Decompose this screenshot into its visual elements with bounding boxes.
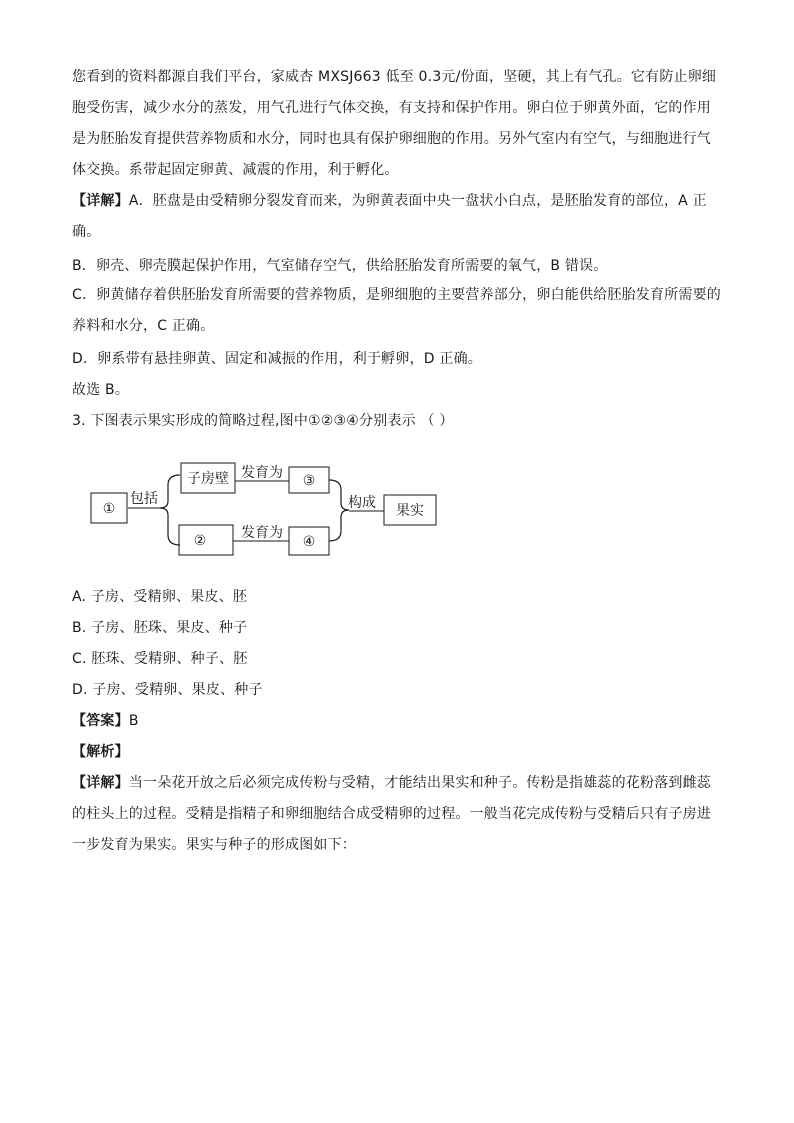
left-brace (160, 475, 180, 545)
answer-line (72, 711, 139, 731)
detail-2-text: 当一朵花开放之后必须完成传粉与受精，才能结出果实和种子。传粉是指雄蕊的花粉落到雌蕊的柱头上的过程。受精是指精子和卵细胞结合成受精卵的过程。一般当花完成传粉与受精后只有子房进一步发育为果实。果实与种子的形成图如下： (72, 775, 712, 853)
answer-value: B (128, 713, 139, 729)
question-3: 3. 下图表示果实形成的简略过程,图中①②③④分别表示 （ ） (72, 413, 454, 429)
detail-c: C．卵黄储存着供胚胎发育所需要的营养物质，是卵细胞的主要营养部分，卵白能供给胚胎发育所需要的养料和水分，C 正确。 (72, 287, 721, 334)
include-label: 包括 (130, 491, 158, 507)
ovary-wall-label: 子房壁 (187, 471, 229, 487)
box-3-label: ③ (302, 473, 316, 489)
develop-label-2: 发育为 (241, 525, 283, 541)
develop-label-1: 发育为 (241, 465, 283, 481)
detail-2 (72, 768, 724, 861)
analysis-label: 【解析】 (72, 744, 129, 760)
box-1-label: ① (102, 501, 116, 517)
option-a: A. 子房、受精卵、果皮、胚 (72, 589, 248, 605)
detail-a-text: A．胚盘是由受精卵分裂发育而来，为卵黄表面中央一盘状小白点，是胚胎发育的部位，A 正确。 (72, 193, 707, 240)
compose-label: 构成 (348, 495, 376, 511)
box-4-label: ④ (302, 534, 316, 550)
fruit-label: 果实 (396, 503, 424, 519)
right-brace (329, 480, 349, 541)
box-2-label: ② (193, 533, 207, 549)
option-c: C. 胚珠、受精卵、种子、胚 (72, 651, 248, 667)
option-d: D. 子房、受精卵、果皮、种子 (72, 682, 263, 698)
detail-2-label: 【详解】 (72, 775, 129, 791)
detail-label: 【详解】 (72, 193, 129, 209)
answer-label: 【答案】 (72, 713, 129, 729)
detail-d: D．卵系带有悬挂卵黄、固定和减振的作用，利于孵卵，D 正确。 (72, 351, 483, 367)
detail-a (72, 186, 724, 248)
option-b: B. 子房、胚珠、果皮、种子 (72, 620, 248, 636)
choose-answer: 故选 B。 (72, 382, 130, 398)
detail-b: B．卵壳、卵壳膜起保护作用，气室储存空气，供给胚胎发育所需要的氧气，B 错误。 (72, 258, 608, 274)
fruit-formation-diagram (88, 455, 448, 565)
intro-paragraph: 您看到的资料都源自我们平台，家威杏 MXSJ663 低至 0.3元/份面，坚硬，其上有气孔。它有防止卵细胞受伤害，减少水分的蒸发，用气孔进行气体交换，有支持和保护作用。卵白位于卵黄外面，它的作用是为胚胎发育提供营养物质和水分，同时也具有保护卵细胞的作用。另外气室内有空气，与细胞进行气体交换。系带起固定卵黄、减震的作用，利于孵化。 (72, 69, 717, 178)
analysis-line (72, 742, 129, 762)
